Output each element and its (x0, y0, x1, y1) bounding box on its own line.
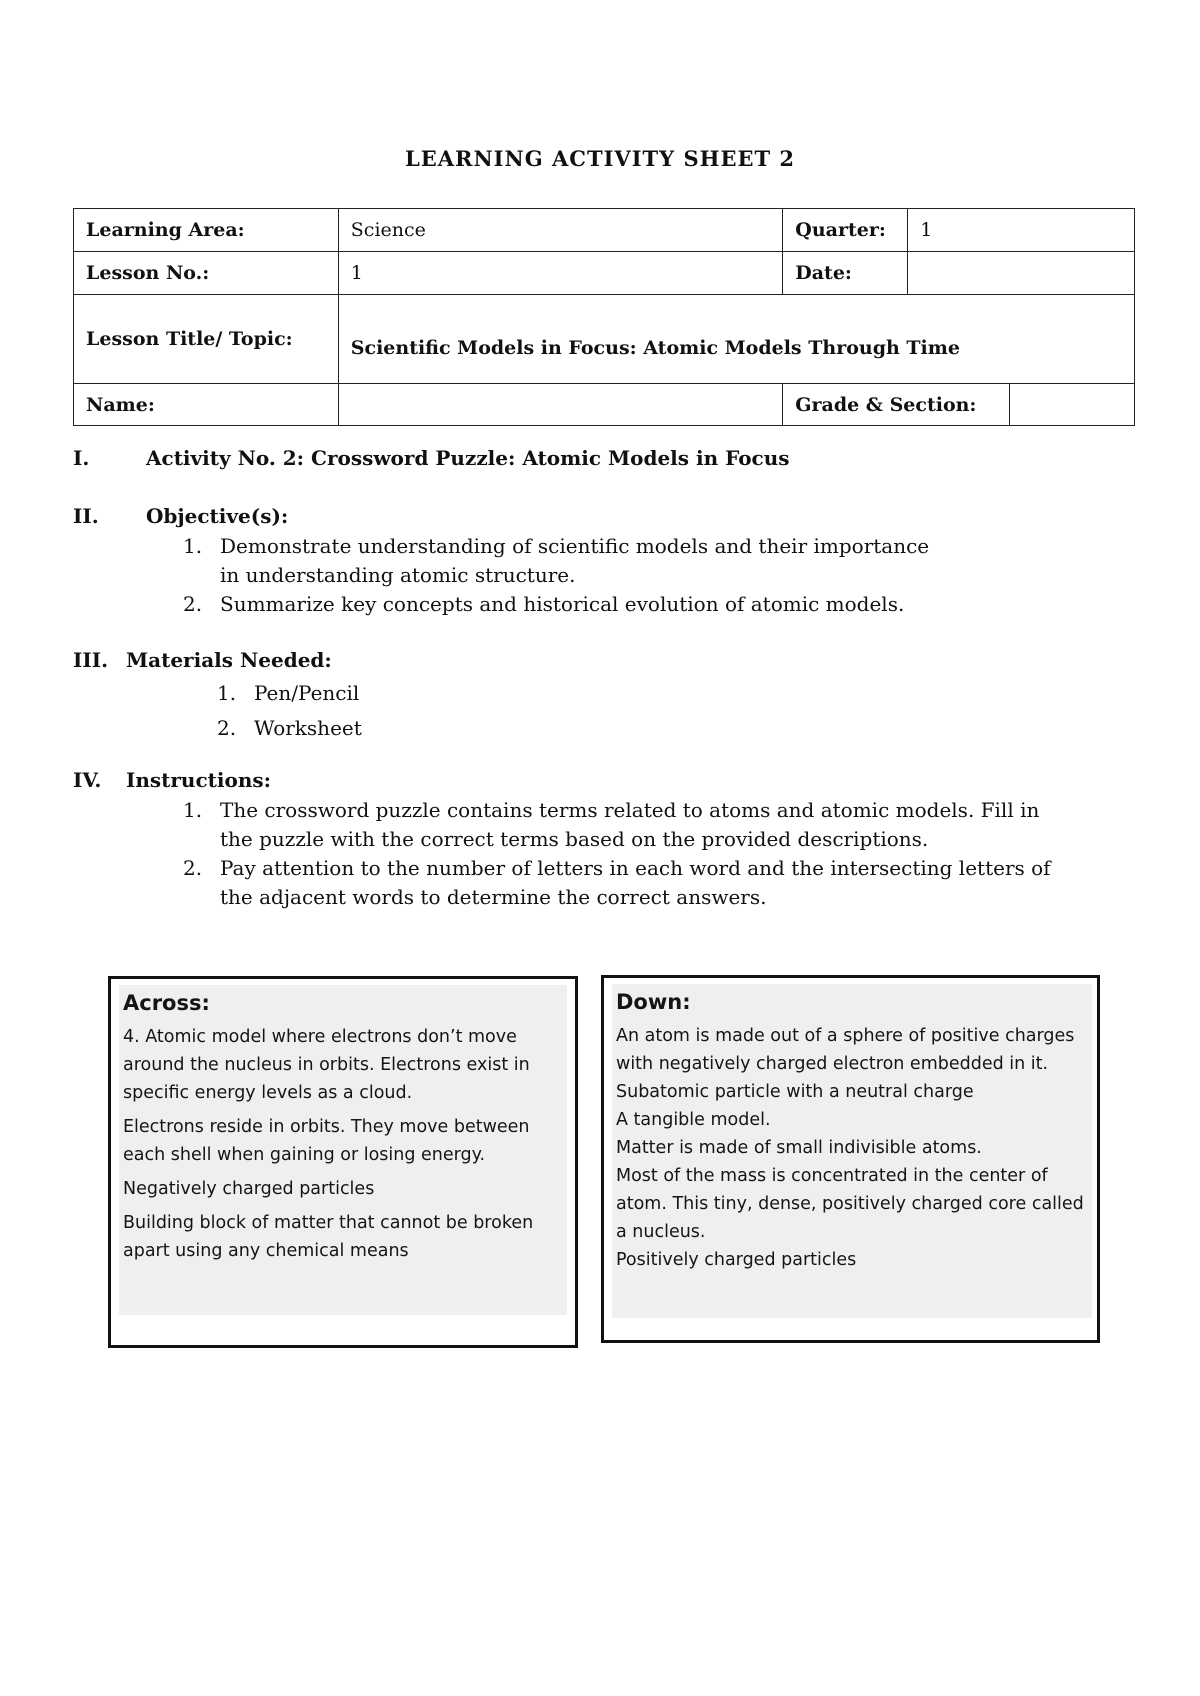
down-clue: Positively charged particles (616, 1250, 857, 1270)
quarter-label: Quarter: (783, 209, 908, 252)
across-clues-panel (119, 985, 567, 1315)
down-clue: A tangible model. (616, 1110, 771, 1130)
topic-label: Lesson Title/ Topic: (74, 295, 339, 384)
across-heading: Across: (123, 991, 210, 1015)
across-clue: Electrons reside in orbits. They move between each shell when gaining or losing energy. (123, 1117, 530, 1165)
down-clue: An atom is made out of a sphere of positive charges with negatively charged electron embedded in it. (616, 1026, 1075, 1074)
down-clue: Matter is made of small indivisible atoms. (616, 1138, 982, 1158)
quarter-value: 1 (908, 209, 1135, 252)
learning-area-label: Learning Area: (74, 209, 339, 252)
section-number: IV. (73, 768, 102, 792)
lesson-info-table (73, 208, 1135, 426)
across-clue: Building block of matter that cannot be broken apart using any chemical means (123, 1213, 534, 1261)
topic-value: Scientific Models in Focus: Atomic Models Through Time (338, 295, 1134, 384)
down-clues-panel (612, 984, 1092, 1318)
list-item: 2. Summarize key concepts and historical evolution of atomic models. (183, 592, 905, 616)
lesson-no-value: 1 (338, 252, 782, 295)
down-clue: Most of the mass is concentrated in the center of atom. This tiny, dense, positively charged core called a nucleus. (616, 1166, 1084, 1242)
date-label: Date: (783, 252, 908, 295)
lesson-no-label: Lesson No.: (74, 252, 339, 295)
page-title: LEARNING ACTIVITY SHEET 2 (404, 146, 796, 171)
across-clue: Negatively charged particles (123, 1179, 375, 1199)
list-item: 2. Pay attention to the number of letters in each word and the intersecting letters of the adjacent words to determine the correct answers. (183, 856, 1051, 909)
name-field[interactable] (338, 384, 782, 426)
across-clues-box (108, 976, 578, 1348)
objectives-heading: Objective(s): (146, 504, 289, 528)
section-number: I. (73, 446, 90, 470)
activity-heading: Activity No. 2: Crossword Puzzle: Atomic Models in Focus (146, 446, 790, 470)
grade-section-label: Grade & Section: (783, 384, 1010, 426)
instructions-heading: Instructions: (126, 768, 272, 792)
list-item: 2. Worksheet (217, 716, 362, 740)
name-label: Name: (74, 384, 339, 426)
list-item: 1. The crossword puzzle contains terms related to atoms and atomic models. Fill in the puzzle with the correct terms based on the provided descriptions. (183, 798, 1040, 851)
across-clue: 4. Atomic model where electrons don’t move around the nucleus in orbits. Electrons exist in specific energy levels as a cloud. (123, 1027, 530, 1103)
section-number: III. (73, 648, 109, 672)
materials-heading: Materials Needed: (126, 648, 332, 672)
down-clue: Subatomic particle with a neutral charge (616, 1082, 974, 1102)
list-item: 1. Pen/Pencil (217, 681, 360, 705)
down-clues-box (601, 975, 1100, 1343)
down-heading: Down: (616, 990, 691, 1014)
section-number: II. (73, 504, 99, 528)
grade-section-field[interactable] (1010, 384, 1135, 426)
learning-area-value: Science (338, 209, 782, 252)
list-item: 1. Demonstrate understanding of scientific models and their importance in understanding atomic structure. (183, 534, 930, 587)
date-field[interactable] (908, 252, 1135, 295)
